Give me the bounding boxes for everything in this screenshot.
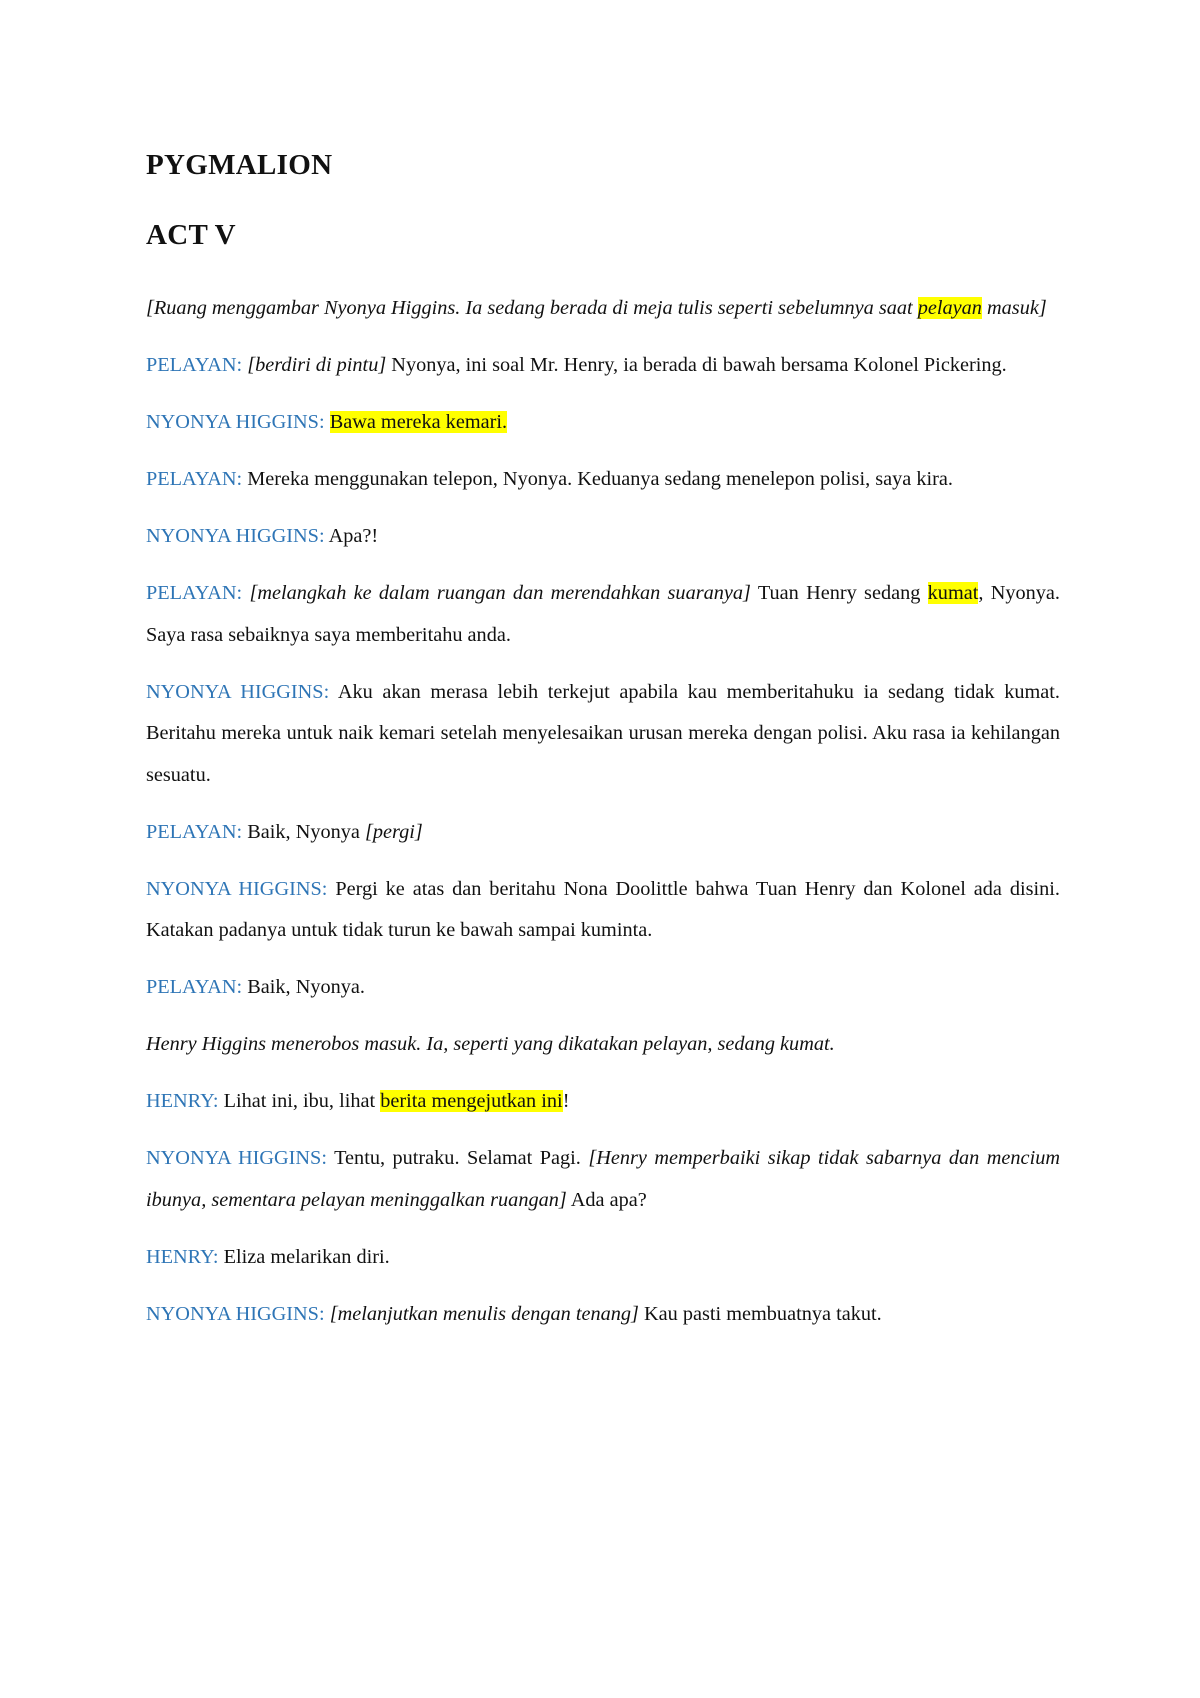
- stage-direction: masuk]: [981, 297, 1047, 319]
- script-paragraph: [146, 288, 1060, 330]
- script-paragraph: [146, 459, 1060, 501]
- stage-direction: [Henry memperbaiki sikap tidak sabarnya dan mencium ibunya, sementara pelayan meninggalkan ruangan]: [146, 1147, 1060, 1211]
- speaker-name: :: [318, 525, 329, 547]
- speaker-name: HENRY: [146, 1245, 213, 1268]
- speaker-name: :: [318, 411, 330, 433]
- highlighted-text: kumat: [927, 582, 979, 604]
- speaker-name: :: [236, 354, 248, 376]
- speaker-name: :: [236, 820, 248, 843]
- text-segment: Lihat ini, ibu, lihat: [223, 1090, 381, 1112]
- speaker-name: PELAYAN: [146, 468, 237, 490]
- script-paragraph: [146, 516, 1060, 558]
- act-heading: ACT V: [146, 219, 236, 251]
- text-segment: , Nyonya. Saya rasa sebaiknya saya memberitahu anda.: [146, 582, 1060, 646]
- speaker-name: :: [212, 1245, 224, 1268]
- speaker-name: PELAYAN: [146, 354, 237, 376]
- speaker-name: NYONYA HIGGINS: [146, 411, 319, 433]
- speaker-name: HENRY: [146, 1090, 213, 1112]
- speaker-name: :: [236, 468, 248, 490]
- speaker-name: NYONYA HIGGINS: [146, 877, 322, 900]
- speaker-name: PELAYAN: [146, 976, 237, 998]
- speaker-name: NYONYA HIGGINS: [146, 525, 319, 547]
- text-segment: Ada apa?: [566, 1188, 647, 1211]
- stage-direction: Henry Higgins menerobos masuk. Ia, seperti yang dikatakan pelayan, sedang kumat.: [146, 1033, 835, 1055]
- script-paragraph: [146, 869, 1060, 952]
- speaker-name: :: [323, 680, 338, 703]
- text-segment: !: [562, 1090, 570, 1112]
- speaker-name: NYONYA HIGGINS: [146, 680, 324, 703]
- text-segment: Tentu, putraku. Selamat Pagi.: [334, 1147, 589, 1169]
- script-paragraph: [146, 1237, 1060, 1279]
- stage-direction: [pergi]: [364, 820, 423, 843]
- speaker-name: NYONYA HIGGINS: [146, 1147, 322, 1169]
- text-segment: Apa?!: [328, 525, 379, 547]
- script-paragraph: [146, 1138, 1060, 1221]
- script-paragraph: [146, 967, 1060, 1009]
- highlighted-text: berita mengejutkan ini: [380, 1090, 563, 1112]
- script-paragraph: [146, 573, 1060, 656]
- speaker-name: :: [321, 877, 336, 900]
- stage-direction: [melangkah ke dalam ruangan dan merendahkan suaranya]: [249, 582, 751, 604]
- highlighted-text: pelayan: [917, 297, 982, 319]
- script-paragraph: [146, 1294, 1060, 1336]
- speaker-name: PELAYAN: [146, 582, 237, 604]
- text-segment: Nyonya, ini soal Mr. Henry, ia berada di bawah bersama Kolonel Pickering.: [386, 354, 1007, 376]
- stage-direction: [berdiri di pintu]: [247, 354, 387, 376]
- speaker-name: :: [236, 582, 250, 604]
- stage-direction: [Ruang menggambar Nyonya Higgins. Ia sedang berada di meja tulis seperti sebelumnya saat: [146, 297, 918, 319]
- text-segment: Mereka menggunakan telepon, Nyonya. Keduanya sedang menelepon polisi, saya kira.: [247, 468, 953, 490]
- highlighted-text: Bawa mereka kemari.: [329, 411, 508, 433]
- speaker-name: NYONYA HIGGINS: [146, 1302, 319, 1325]
- script-paragraph: [146, 345, 1060, 387]
- script-paragraph: [146, 1024, 1060, 1066]
- speaker-name: :: [212, 1090, 224, 1112]
- text-segment: Eliza melarikan diri.: [223, 1245, 390, 1268]
- script-paragraph: [146, 812, 1060, 854]
- text-segment: Baik, Nyonya: [247, 820, 365, 843]
- text-segment: Kau pasti membuatnya takut.: [638, 1302, 882, 1325]
- script-paragraph: [146, 672, 1060, 797]
- text-segment: Aku akan merasa lebih terkejut apabila kau memberitahuku ia sedang tidak kumat. Beritahu mereka untuk naik kemari setelah menyelesaikan urusan mereka dengan polisi. Aku rasa ia kehilangan sesuatu.: [146, 680, 1060, 786]
- script-body: [146, 288, 1060, 1335]
- speaker-name: PELAYAN: [146, 820, 237, 843]
- speaker-name: :: [236, 976, 248, 998]
- document-title: PYGMALION: [146, 149, 333, 181]
- script-paragraph: [146, 402, 1060, 444]
- text-segment: Baik, Nyonya.: [247, 976, 365, 998]
- speaker-name: :: [321, 1147, 335, 1169]
- stage-direction: [melanjutkan menulis dengan tenang]: [329, 1302, 639, 1325]
- script-paragraph: [146, 1081, 1060, 1123]
- text-segment: Tuan Henry sedang: [750, 582, 928, 604]
- speaker-name: :: [318, 1302, 330, 1325]
- text-segment: Pergi ke atas dan beritahu Nona Doolittle bahwa Tuan Henry dan Kolonel ada disini. Katakan padanya untuk tidak turun ke bawah sampai kuminta.: [146, 877, 1060, 941]
